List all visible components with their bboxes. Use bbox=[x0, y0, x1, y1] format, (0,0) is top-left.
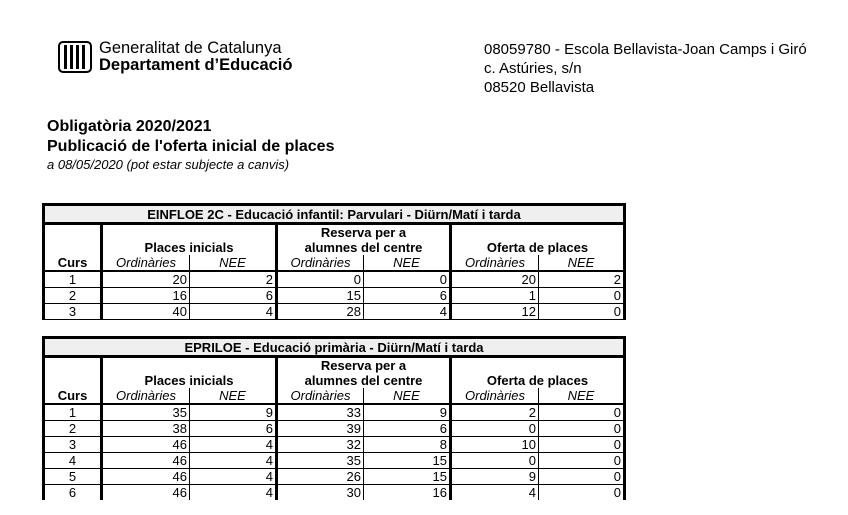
table-cell: 4 bbox=[364, 304, 451, 320]
table-cell: 40 bbox=[102, 304, 190, 320]
table-title: EPRILOE - Educació primària - Diürn/Matí i tarda bbox=[44, 338, 625, 357]
table-cell: 28 bbox=[277, 304, 364, 320]
table-cell: 0 bbox=[451, 453, 539, 469]
table-cell: 6 bbox=[364, 288, 451, 304]
table-cell: 33 bbox=[277, 404, 364, 421]
header-curs: Curs bbox=[44, 224, 102, 272]
table-cell: 30 bbox=[277, 485, 364, 501]
table-cell: 46 bbox=[102, 469, 190, 485]
table-row bbox=[44, 271, 625, 288]
header-nee: NEE bbox=[539, 388, 625, 404]
table-cell: 15 bbox=[364, 453, 451, 469]
header-nee: NEE bbox=[539, 255, 625, 271]
generalitat-logo bbox=[58, 40, 292, 74]
header-ordinaries: Ordinàries bbox=[102, 388, 190, 404]
table-cell: 9 bbox=[451, 469, 539, 485]
table-cell: 4 bbox=[451, 485, 539, 501]
table-cell: 26 bbox=[277, 469, 364, 485]
table-cell: 2 bbox=[451, 404, 539, 421]
school-city: 08520 Bellavista bbox=[484, 79, 595, 96]
header-nee: NEE bbox=[364, 388, 451, 404]
table-cell: 35 bbox=[277, 453, 364, 469]
table-cell: 20 bbox=[451, 271, 539, 288]
document-subtitle: Publicació de l'oferta inicial de places bbox=[47, 138, 335, 155]
header-nee: NEE bbox=[190, 255, 277, 271]
table-row bbox=[44, 437, 625, 453]
table-cell: 1 bbox=[44, 404, 102, 421]
table-cell: 0 bbox=[539, 469, 625, 485]
table-cell: 9 bbox=[364, 404, 451, 421]
table-cell: 16 bbox=[364, 485, 451, 501]
table-cell: 2 bbox=[44, 288, 102, 304]
table-cell: 8 bbox=[364, 437, 451, 453]
table-cell: 3 bbox=[44, 304, 102, 320]
header-places-inicials: Places inicials bbox=[102, 357, 277, 389]
school-name: 08059780 - Escola Bellavista-Joan Camps i Giró bbox=[484, 41, 807, 58]
table-cell: 1 bbox=[451, 288, 539, 304]
header-nee: NEE bbox=[190, 388, 277, 404]
header-ordinaries: Ordinàries bbox=[451, 255, 539, 271]
school-info bbox=[484, 40, 807, 97]
table-cell: 0 bbox=[539, 453, 625, 469]
table-cell: 16 bbox=[102, 288, 190, 304]
table-title: EINFLOE 2C - Educació infantil: Parvulari - Diürn/Matí i tarda bbox=[44, 205, 625, 224]
table-cell: 2 bbox=[190, 271, 277, 288]
table-cell: 4 bbox=[190, 485, 277, 501]
table-row bbox=[44, 453, 625, 469]
table-cell: 38 bbox=[102, 421, 190, 437]
table-cell: 46 bbox=[102, 437, 190, 453]
table-cell: 35 bbox=[102, 404, 190, 421]
table-cell: 6 bbox=[190, 288, 277, 304]
header-reserva: Reserva per a alumnes del centre bbox=[277, 224, 451, 256]
table-cell: 0 bbox=[539, 304, 625, 320]
table-cell: 0 bbox=[539, 485, 625, 501]
table-cell: 32 bbox=[277, 437, 364, 453]
school-address: c. Astúries, s/n bbox=[484, 60, 582, 77]
table-cell: 46 bbox=[102, 453, 190, 469]
table-row bbox=[44, 304, 625, 320]
table-cell: 0 bbox=[539, 437, 625, 453]
generalitat-logo-icon bbox=[58, 41, 92, 73]
table-cell: 39 bbox=[277, 421, 364, 437]
header-ordinaries: Ordinàries bbox=[451, 388, 539, 404]
header-ordinaries: Ordinàries bbox=[277, 255, 364, 271]
table-cell: 15 bbox=[364, 469, 451, 485]
org-name: Generalitat de Catalunya bbox=[99, 39, 282, 57]
table-row bbox=[44, 469, 625, 485]
table-cell: 15 bbox=[277, 288, 364, 304]
table-cell: 2 bbox=[539, 271, 625, 288]
table-cell: 0 bbox=[539, 288, 625, 304]
table-row bbox=[44, 288, 625, 304]
table-cell: 4 bbox=[190, 469, 277, 485]
header-ordinaries: Ordinàries bbox=[102, 255, 190, 271]
table-cell: 5 bbox=[44, 469, 102, 485]
table-cell: 4 bbox=[190, 453, 277, 469]
table-cell: 1 bbox=[44, 271, 102, 288]
places-table bbox=[42, 203, 626, 320]
table-cell: 4 bbox=[44, 453, 102, 469]
table-cell: 0 bbox=[364, 271, 451, 288]
header-oferta: Oferta de places bbox=[451, 224, 625, 256]
table-cell: 6 bbox=[190, 421, 277, 437]
table-cell: 0 bbox=[277, 271, 364, 288]
document-titles bbox=[47, 117, 334, 173]
department-name: Departament d’Educació bbox=[99, 56, 293, 74]
document-title: Obligatòria 2020/2021 bbox=[47, 118, 212, 135]
header-ordinaries: Ordinàries bbox=[277, 388, 364, 404]
table-cell: 3 bbox=[44, 437, 102, 453]
table-cell: 20 bbox=[102, 271, 190, 288]
table-cell: 0 bbox=[539, 421, 625, 437]
table-cell: 6 bbox=[44, 485, 102, 501]
header-oferta: Oferta de places bbox=[451, 357, 625, 389]
header-nee: NEE bbox=[364, 255, 451, 271]
table-cell: 0 bbox=[539, 404, 625, 421]
table-cell: 12 bbox=[451, 304, 539, 320]
table-row bbox=[44, 421, 625, 437]
table-cell: 46 bbox=[102, 485, 190, 501]
table-cell: 10 bbox=[451, 437, 539, 453]
table-cell: 6 bbox=[364, 421, 451, 437]
header-places-inicials: Places inicials bbox=[102, 224, 277, 256]
places-table bbox=[42, 336, 626, 500]
table-row bbox=[44, 485, 625, 501]
header-reserva: Reserva per a alumnes del centre bbox=[277, 357, 451, 389]
table-cell: 2 bbox=[44, 421, 102, 437]
table-cell: 4 bbox=[190, 304, 277, 320]
table-cell: 9 bbox=[190, 404, 277, 421]
table-row bbox=[44, 404, 625, 421]
table-cell: 0 bbox=[451, 421, 539, 437]
header-curs: Curs bbox=[44, 357, 102, 405]
table-cell: 4 bbox=[190, 437, 277, 453]
document-date-note: a 08/05/2020 (pot estar subjecte a canvis) bbox=[47, 157, 290, 172]
